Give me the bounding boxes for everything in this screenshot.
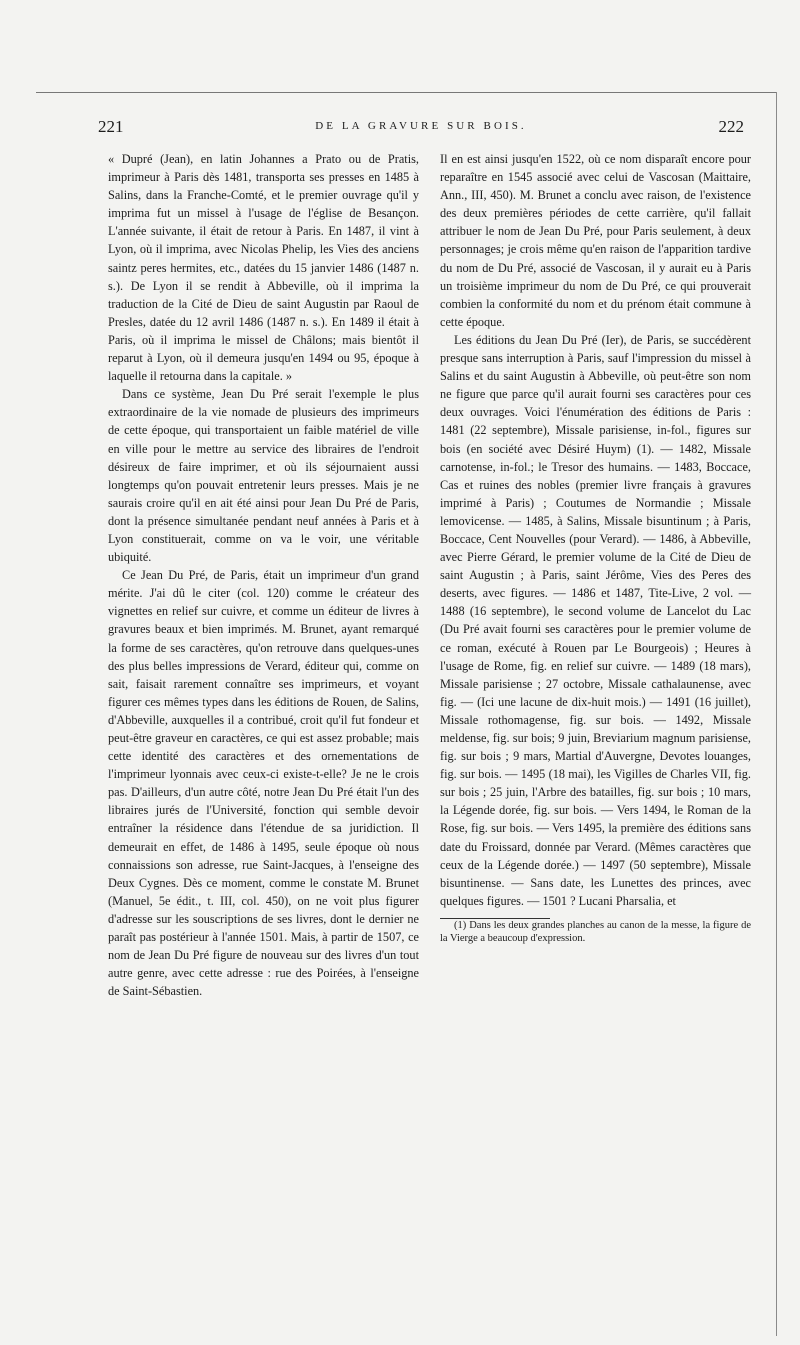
paragraph: Dans ce système, Jean Du Pré serait l'exemple le plus extraordinaire de la vie nomade de plusieurs des imprimeurs de cette époque, qui transportaient un faible matériel de ville en ville pour le mettre au service des libraires de l'endroit désireux de faire imprimer, et où ils séjournaient aussi longtemps qu'on pouvait entretenir leurs presses. Mais je ne saurais croire qu'il en ait été ainsi pour Jean Du Pré de Paris, dont la présence simultanée pendant neuf années à Paris et à Lyon constituerait, comme on va le voir, une véritable ubiquité. xyxy=(108,387,419,565)
paragraph: Ce Jean Du Pré, de Paris, était un imprimeur d'un grand mérite. J'ai dû le citer (col. 120) comme le créateur des vignettes en relief sur cuivre, et comme un éditeur de livres à gravures beaux et bien imprimés. M. Brunet, ayant remarqué la forme de ses caractères, qu'on retrouve dans quelques-unes des plus belles impressions de Verard, éditeur qui, comme on sait, faisait rarement connaître ses imprimeurs, et voyant figurer ces mêmes types dans les éditions de Rouen, de Salins, d'Abbeville, auxquelles il a contribué, croit qu'il fut fondeur et peut-être graveur en caractères, ce qui est assez probable; mais cette identité des caractères et des ornementations de l'imprimeur lyonnais avec ceux-ci existe-t-elle? Je ne le crois pas. D'ailleurs, d'un autre côté, notre Jean Du Pré était l'un des libraires jurés de l'Université, fonction qui semble devoir entraîner la résidence dans l'étendue de sa juridiction. Il demeurait en effet, de 1486 à 1495, seule époque où nous connaissions son adresse, rue Saint-Jacques, à l'enseigne des Deux Cygnes. Dès ce moment, comme le constate M. Brunet (Manuel, 5e édit., t. III, col. 450), on ne voit plus figurer d'adresse sur les souscriptions de ses livres, dont le dernier ne paraît pas postérieur à l'année 1501. Mais, à partir de 1507, ce nom de Jean Du Pré figure de nouveau sur des livres d'un tout autre genre, avec cette adresse : rue des Poirées, à l'enseigne de Saint-Sébastien. xyxy=(108,568,419,999)
running-header xyxy=(98,117,744,139)
paragraph: Les éditions du Jean Du Pré (Ier), de Paris, se succédèrent presque sans interruption à Paris, sauf l'impression du missel à Salins et du saint Augustin à Abbeville, où peut-être son nom ne figure que parce qu'il aurait fourni ses caractères pour ces deux ouvrages. Voici l'énumération des éditions de Paris : 1481 (22 septembre), Missale parisiense, in-fol., figures sur bois (en société avec Désiré Huym) (1). — 1482, Missale carnotense, in-fol.; le Tresor des humains. — 1483, Boccace, Cas et ruines des nobles (premier livre français à gravures imprimé à Paris) ; Coutumes de Normandie ; Missale lemovicense. — 1485, à Salins, Missale bisuntinum ; à Paris, Boccace, Cent Nouvelles (pour Verard). — 1486, à Abbeville, avec Pierre Gérard, le premier volume de la Cité de Dieu de saint Augustin ; à Paris, saint Jérôme, Vies des Peres des deserts, avec figures. — 1486 et 1487, Tite-Live, 2 vol. — 1488 (16 septembre), le second volume de Lancelot du Lac (Du Pré avait fourni ses caractères pour le premier volume de ce roman, exécuté à Rouen par Le Bourgeois) ; Heures à l'usage de Rome, fig. en relief sur cuivre. — 1489 (18 mars), Missale parisiense ; 27 octobre, Missale cathalaunense, avec fig. — (Ici une lacune de dix-huit mois.) — 1491 (16 juillet), Missale rothomagense, fig. sur bois. — 1492, Missale meldense, fig. sur bois; 9 juin, Breviarium magnum parisiense, fig. sur bois ; 9 mars, Martial d'Auvergne, Devotes louanges, fig. sur bois. — 1495 (18 mai), les Vigilles de Charles VII, fig. sur bois ; 25 juin, l'Arbre des batailles, fig. sur bois ; 10 mars, la Légende dorée, fig. sur bois. — Vers 1494, le Roman de la Rose, fig. sur bois. — Vers 1495, la première des éditions sans date du Froissard, donnée par Verard. (Mêmes caractères que ceux de la Légende dorée.) — 1497 (50 septembre), Missale bisuntinense. — Sans date, les Lunettes des princes, avec quelques figures. — 1501 ? Lucani Pharsalia, et xyxy=(440,332,751,908)
left-column xyxy=(108,150,419,1000)
running-title: DE LA GRAVURE SUR BOIS. xyxy=(315,120,527,132)
paragraph: Il en est ainsi jusqu'en 1522, où ce nom disparaît encore pour reparaître en 1545 associé avec celui de Vascosan (Maittaire, Ann., III, 450). M. Brunet a conclu avec raison, de l'existence des deux premières périodes de cette carrière, qu'il fallait attribuer le nom de Jean Du Pré, pour Paris seulement, à deux personnages; je crois même qu'en raison de l'apparition tardive du nom de Du Pré, associé de Vascosan, il y aurait eu à Paris un troisième imprimeur du nom de Du Pré, ce qui prouverait combien la conformité du nom et du prénom était commune à cette époque. xyxy=(440,152,751,329)
right-column xyxy=(440,150,751,945)
paragraph: « Dupré (Jean), en latin Johannes a Prato ou de Pratis, imprimeur à Paris dès 1481, transporta ses presses en 1485 à Salins, dans la Franche-Comté, et le premier ouvrage qu'il y imprima fut un missel à l'usage de l'église de Besançon. L'année suivante, il était de retour à Paris. En 1487, il vint à Lyon, où il imprima, avec Nicolas Phelip, les Vies des anciens saintz peres hermites, etc., datées du 15 janvier 1486 (1487 n. s.). De Lyon il se rendit à Abbeville, où il imprima la traduction de la Cité de Dieu de saint Augustin par Raoul de Presles, datée du 12 avril 1486 (1487 n. s.). En 1489 il était à Paris, où il imprima le missel de Châlons; mais bientôt il reparut à Lyon, où il demeura jusqu'en 1494 ou 95, époque à laquelle il retourna dans la capitale. » xyxy=(108,152,419,384)
footnote: (1) Dans les deux grandes planches au canon de la messe, la figure de la Vierge a beaucoup d'expression. xyxy=(440,919,751,944)
page-number-right: 222 xyxy=(718,117,744,136)
page-number-left: 221 xyxy=(98,117,124,136)
